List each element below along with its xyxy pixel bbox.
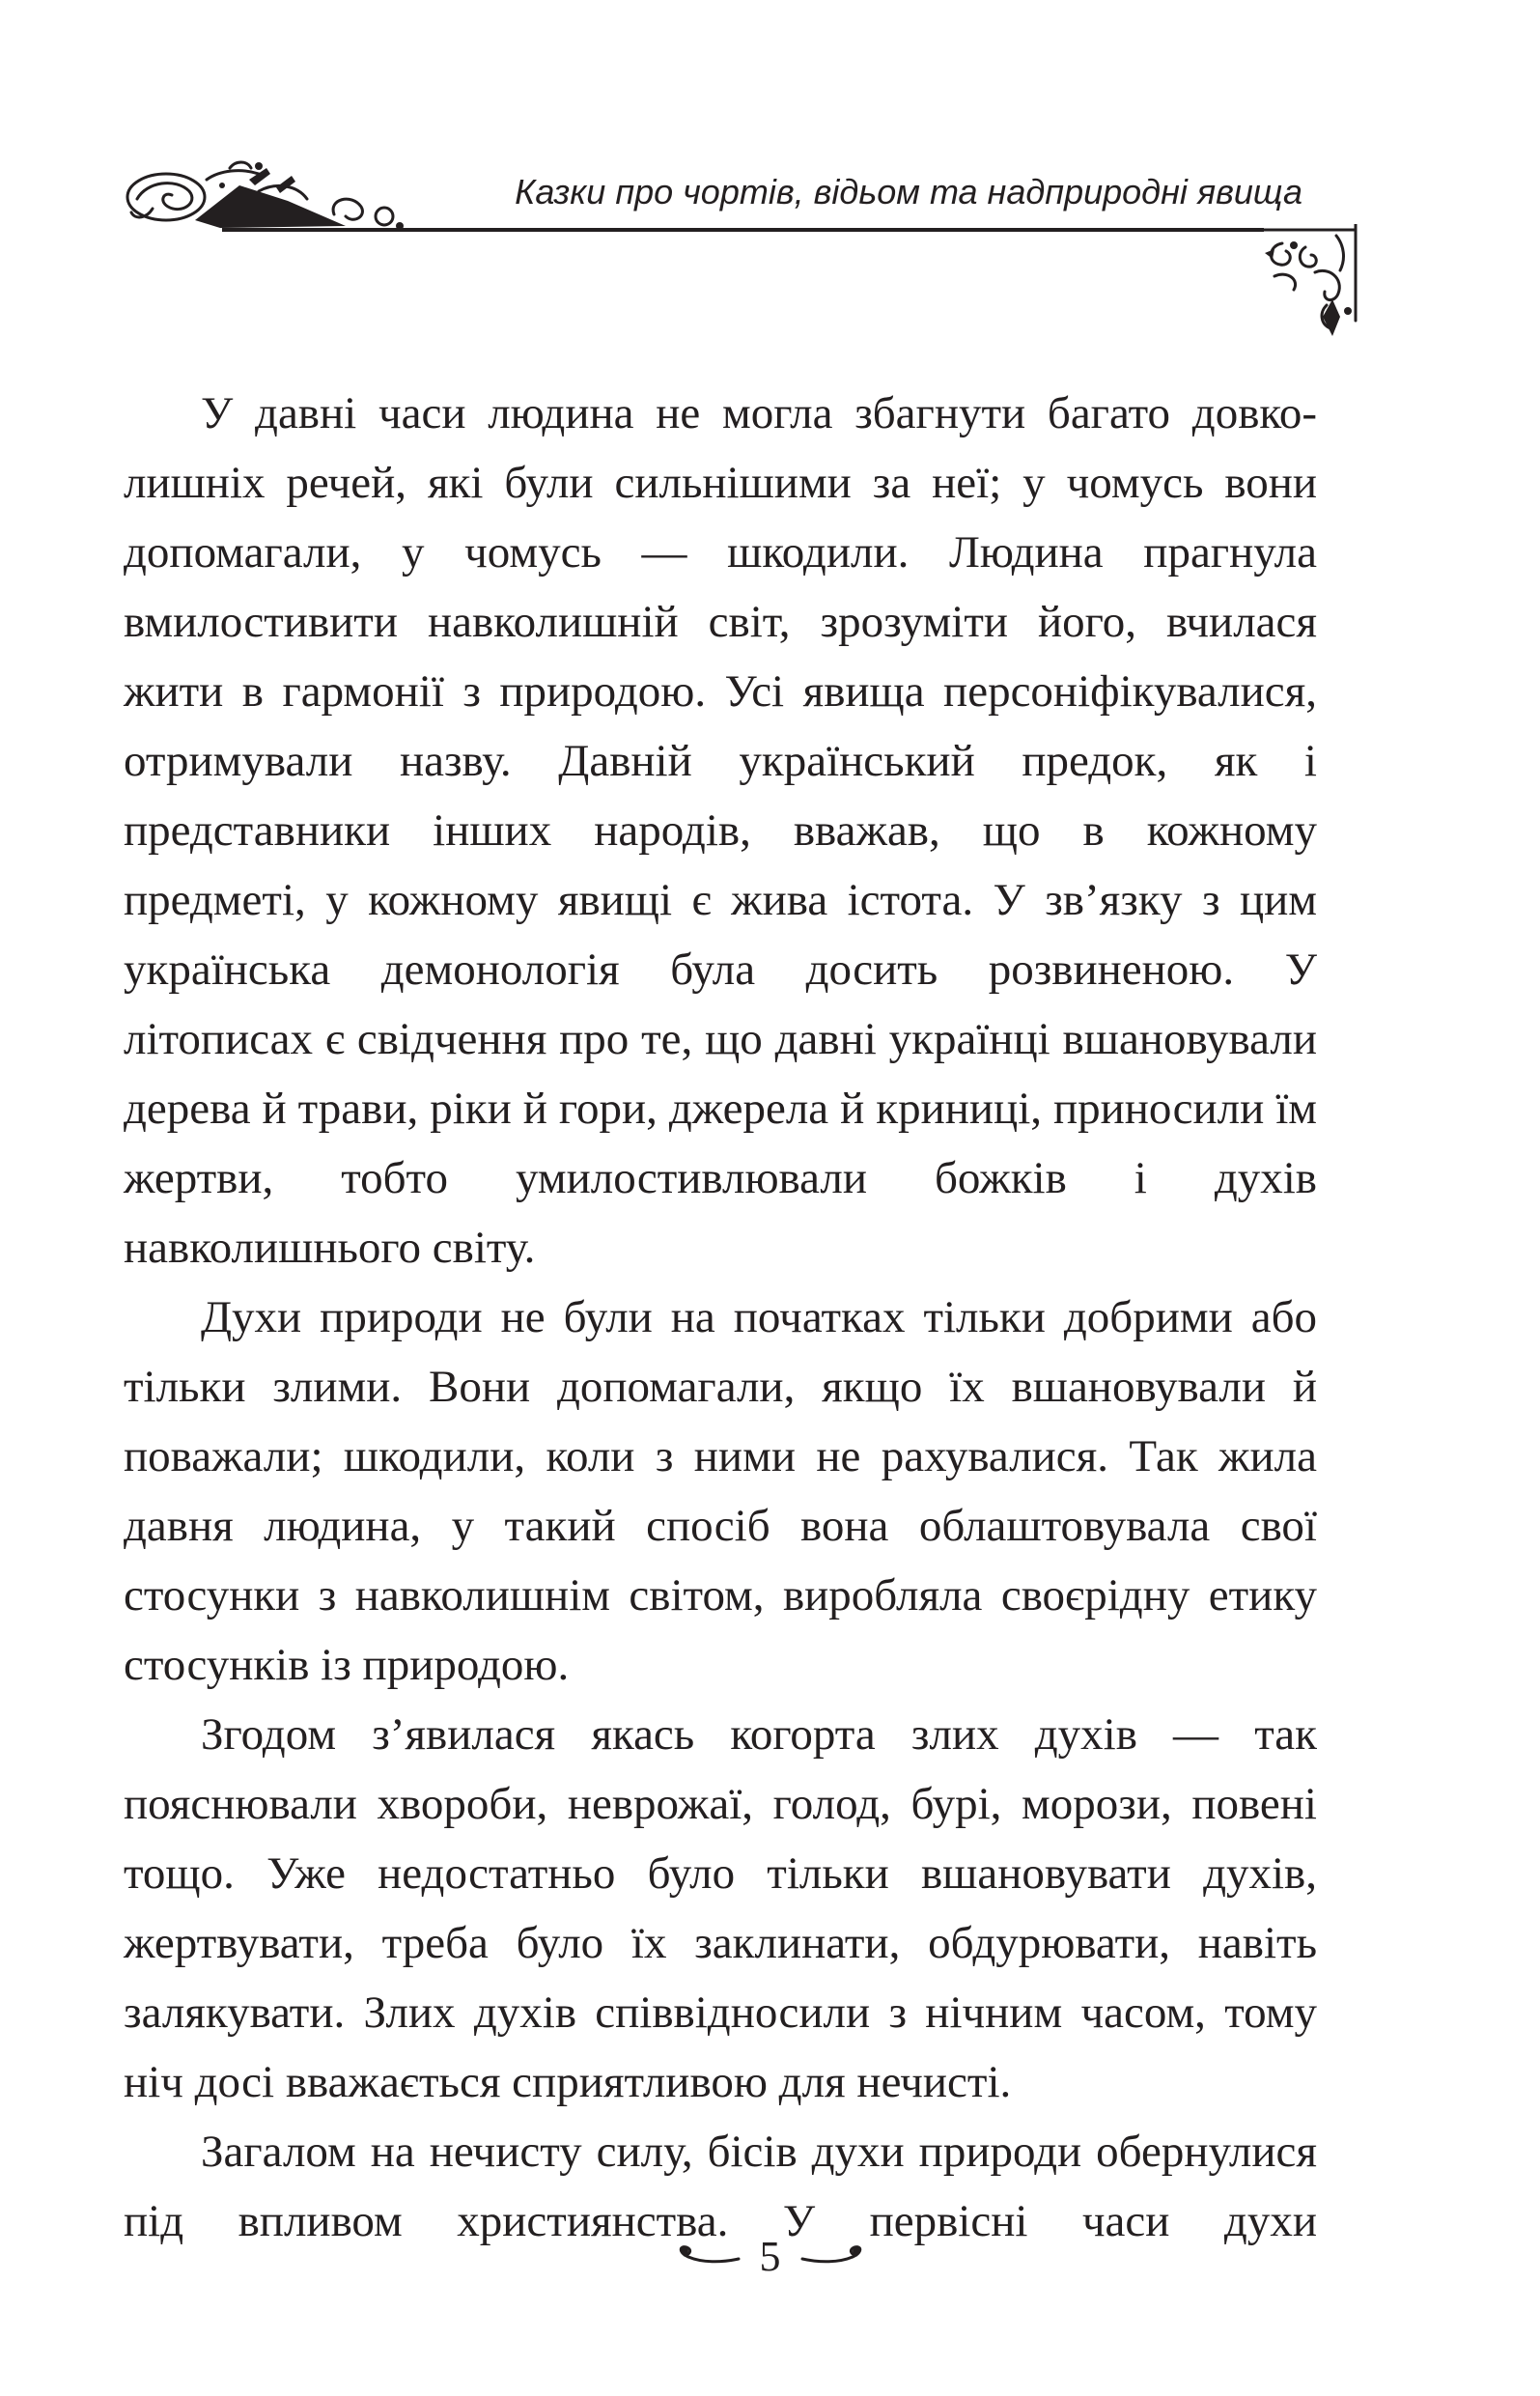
page-footer <box>0 2233 1540 2280</box>
paragraph: У давні часи людина не могла збагнути багато довколишніх речей, які були сильнішими за неї; у чомусь вони допомагали, у чомусь — шкодили. Людина прагнула вмилостивити навколишній світ, зрозуміти його, вчилася жити в гармонії з природою. Усі явища персоніфікувалися, отримували назву. Давній український предок, як і представники інших народів, вважав, що в кожному предметі, у кожному явищі є жива істота. У зв’язку з цим українська демонологія була досить розвиненою. У літописах є свідчення про те, що давні українці вшановували дерева й трави, ріки й гори, джерела й криниці, приносили їм жертви, тобто умилостивлювали божків і духів навколишнього світу. <box>124 388 1317 1273</box>
page-number: 5 <box>759 2233 781 2280</box>
paragraph: Загалом на нечисту силу, бісів духи природи обернулися під впливом християнства. У первісні часи духи <box>124 2127 1317 2246</box>
paragraph: Згодом з’явилася якась когорта злих духів — так пояснювали хвороби, неврожаї, голод, бурі, морози, повені тощо. Уже недостатньо було тільки вшановувати духів, жертвувати, треба було їх заклинати, обдурювати, навіть залякувати. Злих духів співвідносили з нічним часом, тому ніч досі вважається сприятливою для нечисті. <box>124 1709 1317 2107</box>
footer-swirl-right-icon <box>800 2243 868 2271</box>
header-ornament-right-icon <box>1255 224 1361 343</box>
body-text <box>124 379 1317 2256</box>
header-rule <box>222 228 1264 232</box>
footer-swirl-left-icon <box>673 2243 741 2271</box>
running-header-title: Казки про чортів, відьом та надприродні явища <box>515 172 1302 211</box>
paragraph: Духи природи не були на початках тільки добрими або тільки злими. Вони допомагали, якщо їх вшановували й поважали; шкодили, коли з ними не рахувалися. Так жила давня людина, у такий спосіб вона облаштовувала свої стосунки з навколишнім світом, виробляла своєрідну етику стосунків із природою. <box>124 1292 1317 1690</box>
